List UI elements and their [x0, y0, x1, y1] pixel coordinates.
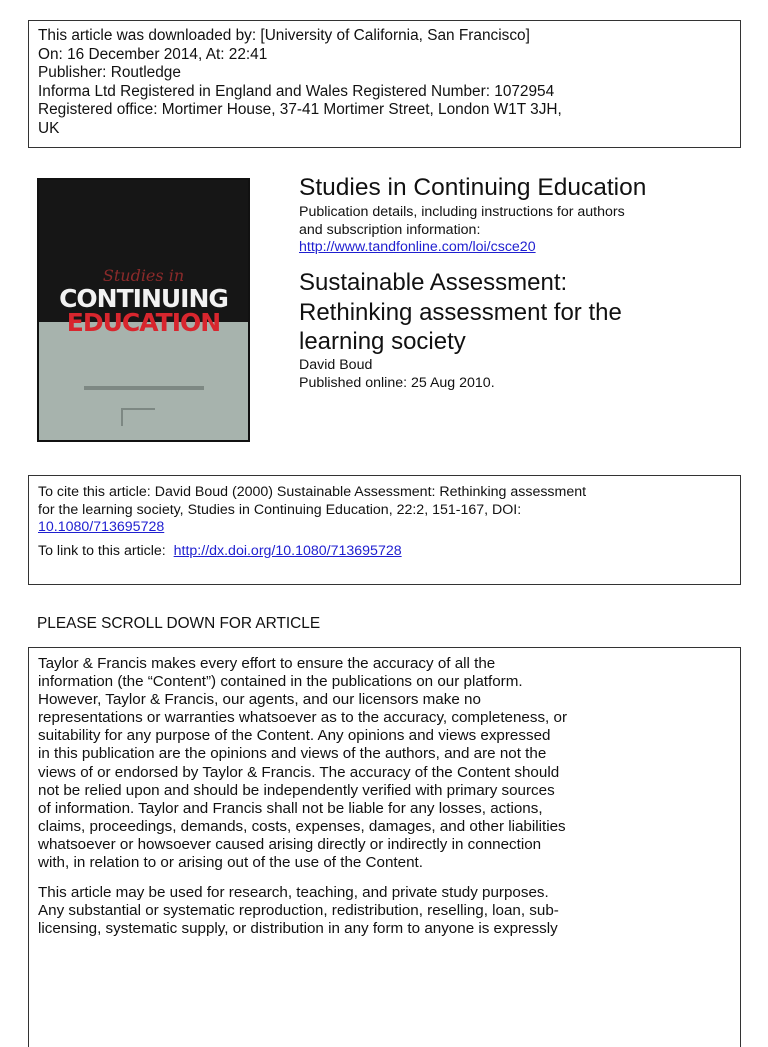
- journal-cover-image: [37, 178, 250, 442]
- disclaimer-line: in this publication are the opinions and views of the authors, and are not the: [38, 745, 547, 763]
- publication-details: [299, 204, 625, 257]
- article-title-line: Rethinking assessment for the: [299, 298, 622, 326]
- details-line: Publication details, including instructions for authors: [299, 204, 625, 220]
- citation-line: To cite this article: David Boud (2000) Sustainable Assessment: Rethinking assessment: [38, 484, 587, 500]
- disclaimer-box: [28, 647, 741, 1047]
- disclaimer-line: This article may be used for research, teaching, and private study purposes.: [38, 884, 549, 902]
- disclaimer-line: views of or endorsed by Taylor & Francis. The accuracy of the Content should: [38, 763, 560, 781]
- article-title: [299, 268, 622, 357]
- article-title-line: learning society: [299, 328, 466, 355]
- disclaimer-line: not be relied upon and should be independently verified with primary sources: [38, 781, 555, 799]
- cover-strip: [84, 386, 204, 390]
- journal-url-link[interactable]: http://www.tandfonline.com/loi/csce20: [299, 239, 536, 255]
- download-info-box: [28, 20, 741, 148]
- download-line: Registered office: Mortimer House, 37-41 Mortimer Street, London W1T 3JH,: [38, 101, 562, 119]
- journal-title: Studies in Continuing Education: [299, 174, 647, 201]
- author-name: David Boud: [299, 357, 373, 373]
- disclaimer-line: licensing, systematic supply, or distribution in any form to anyone is expressly: [38, 920, 558, 938]
- disclaimer-line: with, in relation to or arising out of the use of the Content.: [38, 854, 423, 872]
- download-line: Publisher: Routledge: [38, 64, 181, 82]
- cover-script-text: Studies in: [102, 266, 185, 285]
- disclaimer-line: Taylor & Francis makes every effort to ensure the accuracy of all the: [38, 655, 496, 672]
- disclaimer-line: information (the “Content”) contained in the publications on our platform.: [38, 673, 523, 691]
- scroll-notice: PLEASE SCROLL DOWN FOR ARTICLE: [37, 615, 321, 632]
- download-line: Informa Ltd Registered in England and Wales Registered Number: 1072954: [38, 82, 555, 100]
- download-line: On: 16 December 2014, At: 22:41: [38, 45, 268, 63]
- disclaimer-line: claims, proceedings, demands, costs, expenses, damages, and other liabilities: [38, 817, 566, 835]
- disclaimer-line: of information. Taylor and Francis shall not be liable for any losses, actions,: [38, 799, 543, 817]
- disclaimer-line: suitability for any purpose of the Content. Any opinions and views expressed: [38, 727, 551, 745]
- download-line: This article was downloaded by: [University of California, San Francisco]: [38, 27, 530, 44]
- cover-title-line1: CONTINUING: [59, 284, 228, 313]
- published-date: Published online: 25 Aug 2010.: [299, 374, 495, 391]
- article-title-line: Sustainable Assessment:: [299, 269, 568, 296]
- doi-link[interactable]: 10.1080/713695728: [38, 519, 165, 535]
- download-line: UK: [38, 119, 60, 137]
- article-doi-url-link[interactable]: http://dx.doi.org/10.1080/713695728: [173, 542, 402, 559]
- citation-box: [28, 475, 741, 585]
- details-line: and subscription information:: [299, 221, 481, 238]
- author-block: [299, 357, 495, 392]
- disclaimer-line: whatsoever or howsoever caused arising directly or indirectly in connection: [38, 835, 542, 853]
- disclaimer-line: Any substantial or systematic reproduction, redistribution, reselling, loan, sub-: [38, 902, 559, 920]
- disclaimer-line: However, Taylor & Francis, our agents, and our licensors make no: [38, 691, 481, 709]
- disclaimer-line: representations or warranties whatsoever as to the accuracy, completeness, or: [38, 709, 568, 727]
- cover-title-line2: EDUCATION: [66, 308, 221, 337]
- citation-line: for the learning society, Studies in Continuing Education, 22:2, 151-167, DOI:: [38, 501, 522, 518]
- link-label: To link to this article:: [38, 542, 166, 559]
- publisher-logo-icon: [121, 408, 155, 426]
